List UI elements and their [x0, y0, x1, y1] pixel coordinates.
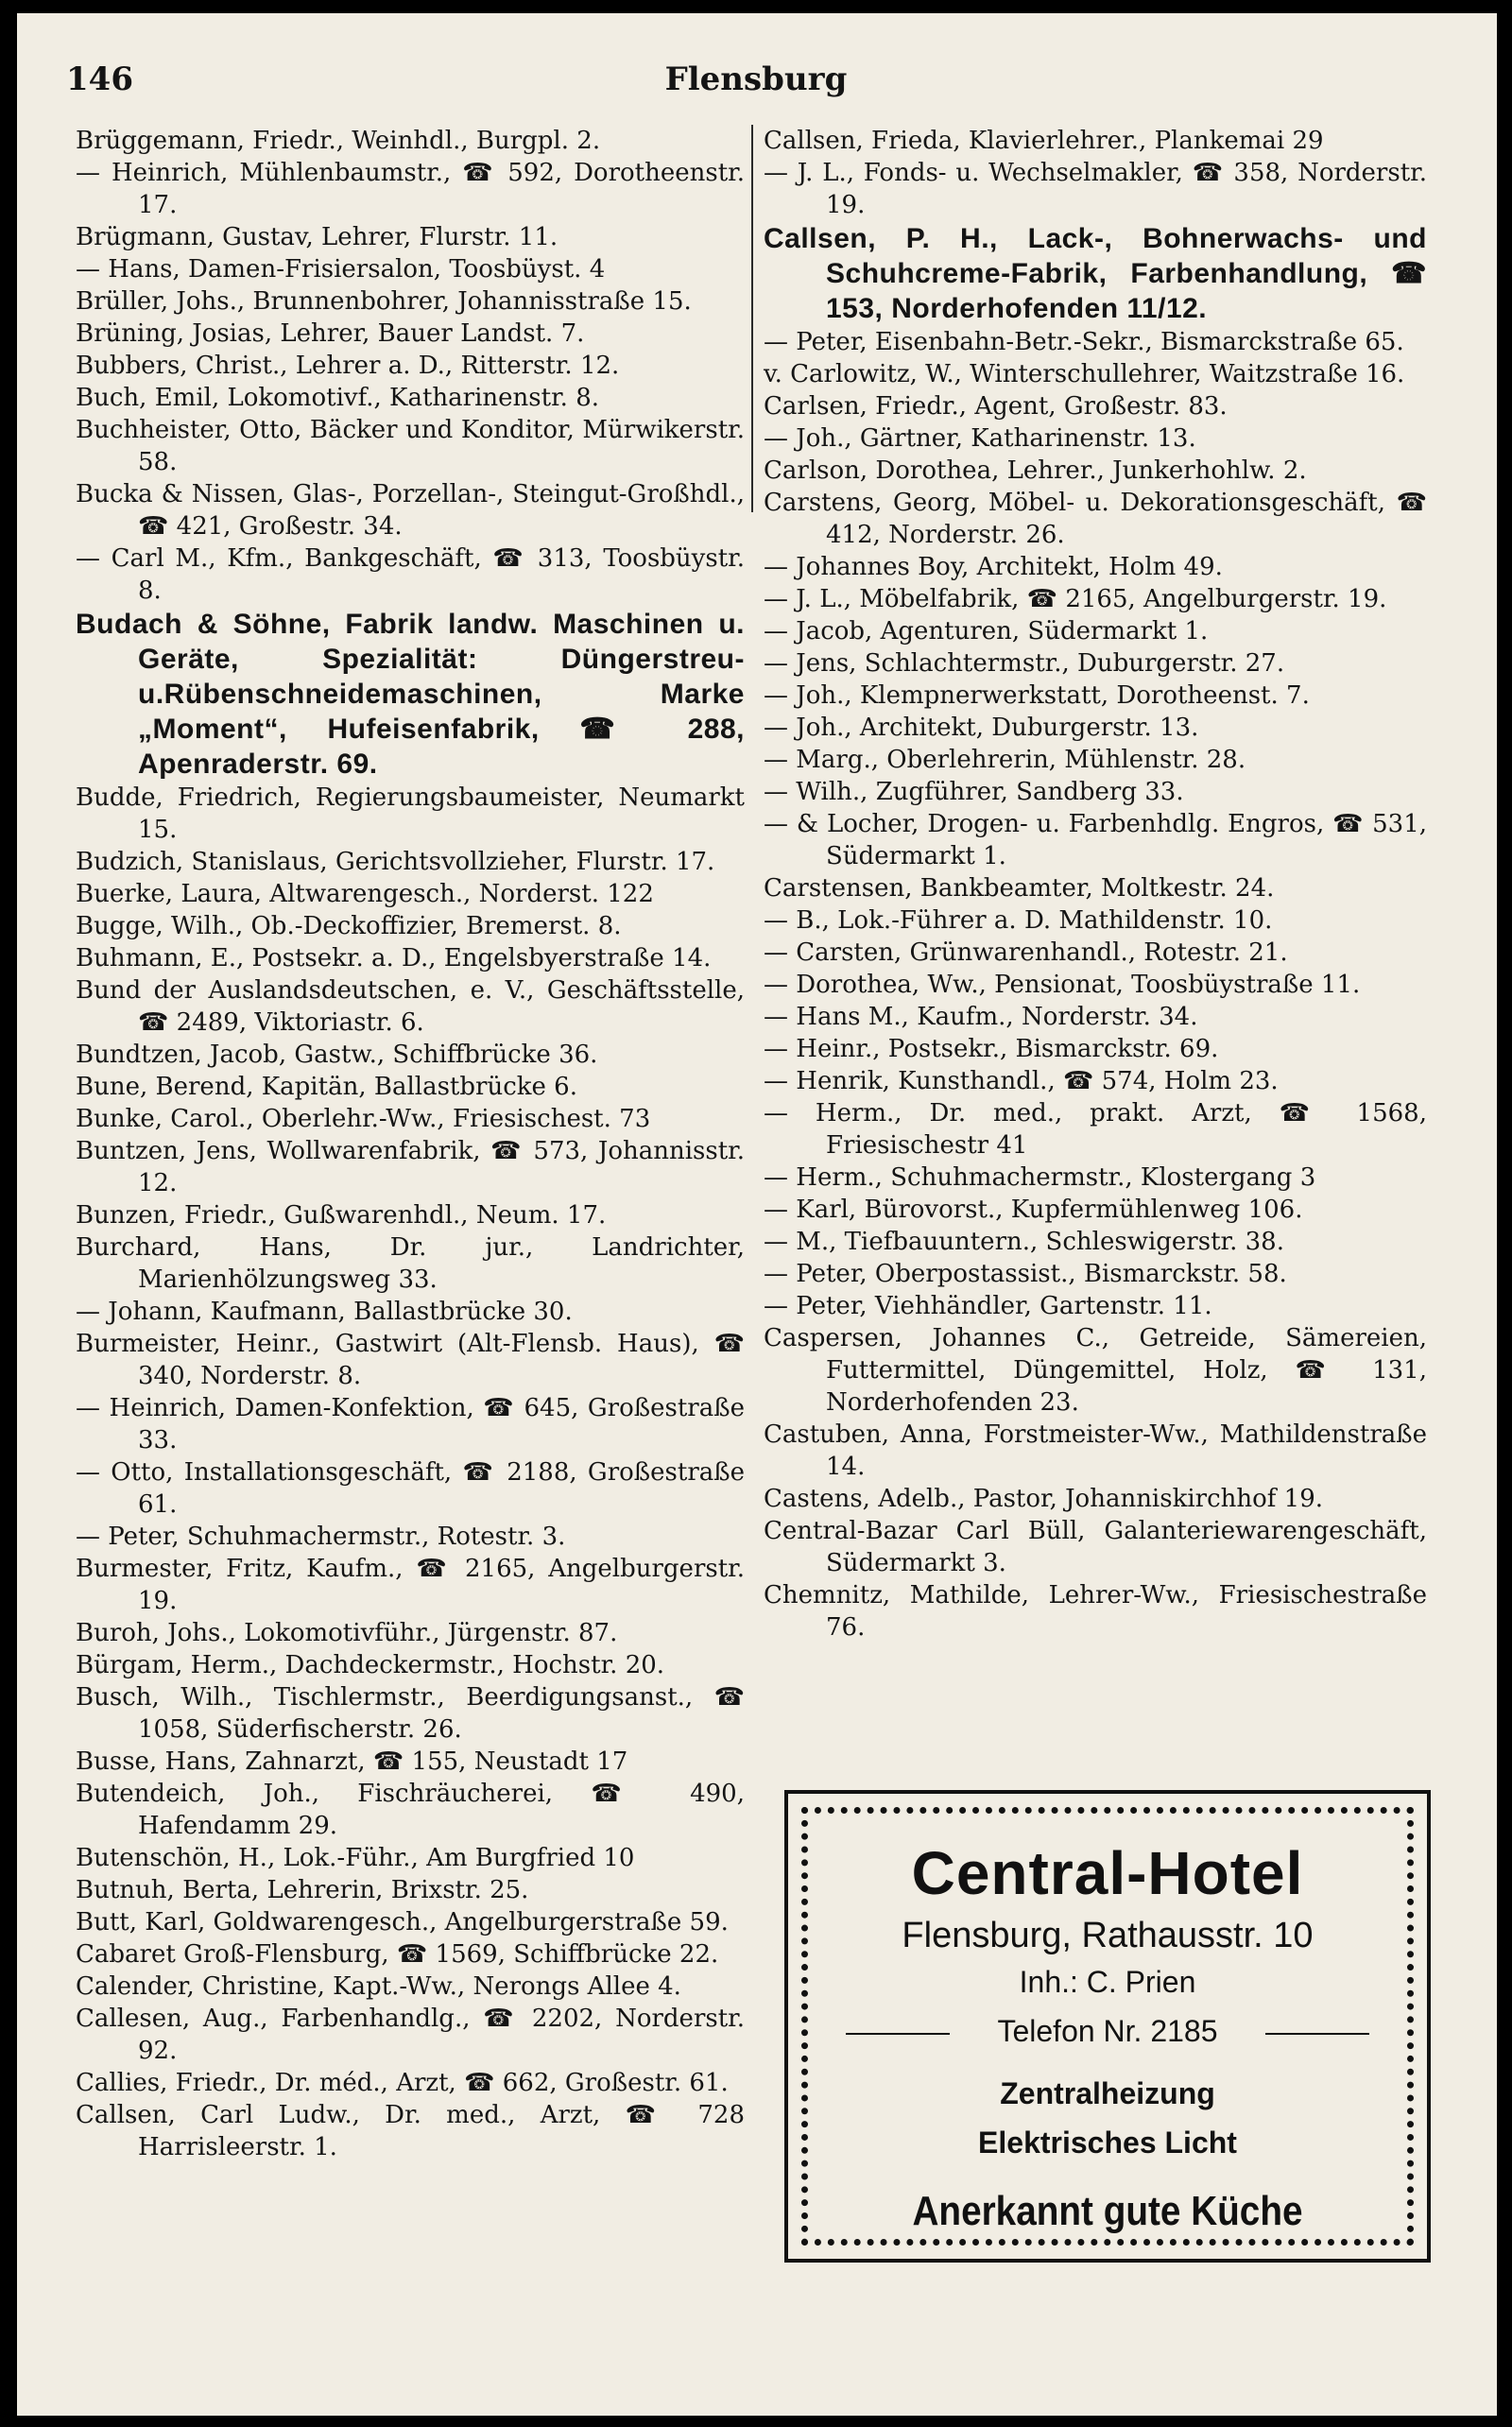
directory-entry: Butenschön, H., Lok.-Führ., Am Burgfried 10 — [76, 1844, 635, 1872]
directory-entry: Brügmann, Gustav, Lehrer, Flurstr. 11. — [76, 223, 558, 251]
page-number: 146 — [66, 60, 133, 98]
directory-entry: — Wilh., Zugführer, Sandberg 33. — [764, 778, 1184, 806]
directory-entry: — Henrik, Kunsthandl., ☎ 574, Holm 23. — [764, 1067, 1279, 1095]
directory-entry: Carstensen, Bankbeamter, Moltkestr. 24. — [764, 874, 1275, 903]
ad-address: Flensburg, Rathausstr. 10 — [902, 1916, 1314, 1955]
directory-entry: Buerke, Laura, Altwarengesch., Norderst. 122 — [76, 880, 654, 908]
dash-rule-right — [1265, 2033, 1369, 2035]
directory-entry: — Heinr., Postsekr., Bismarckstr. 69. — [764, 1035, 1219, 1063]
directory-entry: Budde, Friedrich, Regierungsbaumeister, Neumarkt 15. — [76, 783, 745, 844]
right-column — [764, 125, 1427, 1644]
directory-entry: — Peter, Oberpostassist., Bismarckstr. 58. — [764, 1260, 1287, 1288]
directory-entry: Busse, Hans, Zahnarzt, ☎ 155, Neustadt 17 — [76, 1747, 628, 1776]
directory-entry: — Dorothea, Ww., Pensionat, Toosbüystraße 11. — [764, 971, 1361, 999]
directory-entry: — Marg., Oberlehrerin, Mühlenstr. 28. — [764, 746, 1246, 774]
directory-entry: — Peter, Eisenbahn-Betr.-Sekr., Bismarckstraße 65. — [764, 328, 1404, 356]
directory-entry: Carstens, Georg, Möbel- u. Dekorationsgeschäft, ☎ 412, Norderstr. 26. — [764, 489, 1427, 549]
directory-entry: Callesen, Aug., Farbenhandlg., ☎ 2202, Norderstr. 92. — [76, 2005, 745, 2065]
directory-entry: — Joh., Gärtner, Katharinenstr. 13. — [764, 424, 1196, 453]
directory-entry: — Herm., Dr. med., prakt. Arzt, ☎ 1568, Friesischestr 41 — [764, 1099, 1427, 1160]
column-divider — [751, 125, 753, 512]
directory-entry: — J. L., Möbelfabrik, ☎ 2165, Angelburgerstr. 19. — [764, 585, 1387, 613]
directory-entry: — Johannes Boy, Architekt, Holm 49. — [764, 553, 1223, 581]
directory-entry: — Heinrich, Damen-Konfektion, ☎ 645, Großestraße 33. — [76, 1394, 745, 1454]
ad-feature-light: Elektrisches Licht — [978, 2126, 1237, 2160]
directory-entry: Callsen, P. H., Lack-, Bohnerwachs- und Schuhcreme-Fabrik, Farbenhandlung, ☎ 153, Norderhofenden 11/12. — [764, 223, 1427, 324]
advertisement-dotted-border — [801, 1807, 1414, 2246]
directory-entry: Burmeister, Heinr., Gastwirt (Alt-Flensb. Haus), ☎ 340, Norderstr. 8. — [76, 1330, 745, 1390]
directory-entry: Calender, Christine, Kapt.-Ww., Nerongs Allee 4. — [76, 1972, 681, 2001]
directory-entry: Butt, Karl, Goldwarengesch., Angelburgerstraße 59. — [76, 1908, 729, 1936]
directory-entry: Callsen, Carl Ludw., Dr. med., Arzt, ☎ 728 Harrisleerstr. 1. — [76, 2101, 745, 2161]
directory-entry: — Hans M., Kaufm., Norderstr. 34. — [764, 1003, 1198, 1031]
directory-entry: Butnuh, Berta, Lehrerin, Brixstr. 25. — [76, 1876, 529, 1904]
directory-entry: — Heinrich, Mühlenbaumstr., ☎ 592, Dorotheenstr. 17. — [76, 159, 745, 219]
left-column — [76, 125, 745, 2163]
directory-entry: — Peter, Schuhmachermstr., Rotestr. 3. — [76, 1523, 566, 1551]
directory-entry: Carlsen, Friedr., Agent, Großestr. 83. — [764, 392, 1228, 421]
directory-entry: Busch, Wilh., Tischlermstr., Beerdigungsanst., ☎ 1058, Süderfischerstr. 26. — [76, 1683, 745, 1744]
directory-entry: — Carsten, Grünwarenhandl., Rotestr. 21. — [764, 938, 1288, 967]
directory-entry: Budach & Söhne, Fabrik landw. Maschinen u. Geräte, Spezialität: Düngerstreu-u.Rübenschneidemaschinen, Marke „Moment“, Hufeisenfabrik, ☎ 288, Apenraderstr. 69. — [76, 609, 745, 780]
directory-entry: Burmester, Fritz, Kaufm., ☎ 2165, Angelburgerstr. 19. — [76, 1555, 745, 1615]
ad-feature-heating: Zentralheizung — [1000, 2076, 1215, 2110]
directory-entry: Castens, Adelb., Pastor, Johanniskirchhof 19. — [764, 1485, 1324, 1513]
directory-entry: — Hans, Damen-Frisiersalon, Toosbüyst. 4 — [76, 255, 606, 284]
page-header — [66, 60, 1446, 108]
ad-phone-row — [808, 2014, 1407, 2052]
running-title: Flensburg — [664, 60, 848, 98]
directory-entry: Brüggemann, Friedr., Weinhdl., Burgpl. 2. — [76, 127, 601, 155]
directory-entry: Carlson, Dorothea, Lehrer., Junkerhohlw. 2. — [764, 456, 1307, 485]
directory-entry: Butendeich, Joh., Fischräucherei, ☎ 490, Hafendamm 29. — [76, 1780, 745, 1840]
ad-slogan: Anerkannt gute Küche — [912, 2188, 1303, 2234]
directory-entry: — & Locher, Drogen- u. Farbenhdlg. Engros, ☎ 531, Südermarkt 1. — [764, 810, 1427, 870]
directory-entry: Brüller, Johs., Brunnenbohrer, Johannisstraße 15. — [76, 287, 692, 316]
directory-entry: Bund der Auslandsdeutschen, e. V., Geschäftsstelle, ☎ 2489, Viktoriastr. 6. — [76, 976, 745, 1037]
directory-entry: — Herm., Schuhmachermstr., Klostergang 3 — [764, 1163, 1316, 1192]
directory-entry: — Johann, Kaufmann, Ballastbrücke 30. — [76, 1298, 573, 1326]
ad-title: Central-Hotel — [911, 1839, 1304, 1907]
directory-entry: Buroh, Johs., Lokomotivführ., Jürgenstr. 87. — [76, 1619, 618, 1647]
directory-entry: Buch, Emil, Lokomotivf., Katharinenstr. 8. — [76, 384, 599, 412]
directory-entry: Bubbers, Christ., Lehrer a. D., Ritterstr. 12. — [76, 352, 620, 380]
directory-entry: Bune, Berend, Kapitän, Ballastbrücke 6. — [76, 1073, 577, 1101]
directory-page — [17, 13, 1497, 2416]
directory-entry: — Peter, Viehhändler, Gartenstr. 11. — [764, 1292, 1212, 1320]
directory-entry: — Joh., Architekt, Duburgerstr. 13. — [764, 714, 1199, 742]
directory-entry: Bucka & Nissen, Glas-, Porzellan-, Steingut-Großhdl., ☎ 421, Großestr. 34. — [76, 480, 745, 541]
ad-phone: Telefon Nr. 2185 — [997, 2014, 1218, 2048]
directory-entry: Bunzen, Friedr., Gußwarenhdl., Neum. 17. — [76, 1201, 607, 1230]
directory-entry: — M., Tiefbauuntern., Schleswigerstr. 38. — [764, 1228, 1284, 1256]
directory-entry: Buchheister, Otto, Bäcker und Konditor, Mürwikerstr. 58. — [76, 416, 745, 476]
directory-entry: Chemnitz, Mathilde, Lehrer-Ww., Friesischestraße 76. — [764, 1581, 1427, 1642]
directory-entry: Bundtzen, Jacob, Gastw., Schiffbrücke 36. — [76, 1041, 598, 1069]
directory-entry: — Karl, Bürovorst., Kupfermühlenweg 106. — [764, 1196, 1303, 1224]
directory-entry: Budzich, Stanislaus, Gerichtsvollzieher, Flurstr. 17. — [76, 848, 715, 876]
hotel-advertisement — [784, 1790, 1431, 2263]
directory-entry: Burchard, Hans, Dr. jur., Landrichter, Marienhölzungsweg 33. — [76, 1233, 745, 1294]
ad-owner: Inh.: C. Prien — [1019, 1965, 1196, 1999]
directory-entry: Callies, Friedr., Dr. méd., Arzt, ☎ 662, Großestr. 61. — [76, 2069, 729, 2097]
directory-entry: Castuben, Anna, Forstmeister-Ww., Mathildenstraße 14. — [764, 1420, 1427, 1481]
directory-entry: — Jacob, Agenturen, Südermarkt 1. — [764, 617, 1209, 645]
directory-entry: Bugge, Wilh., Ob.-Deckoffizier, Bremerst. 8. — [76, 912, 622, 940]
directory-entry: Cabaret Groß-Flensburg, ☎ 1569, Schiffbrücke 22. — [76, 1940, 719, 1969]
directory-entry: — Jens, Schlachtermstr., Duburgerstr. 27. — [764, 649, 1285, 678]
directory-entry: Buntzen, Jens, Wollwarenfabrik, ☎ 573, Johannisstr. 12. — [76, 1137, 745, 1197]
directory-entry: — Joh., Klempnerwerkstatt, Dorotheenst. 7. — [764, 681, 1310, 710]
directory-entry: Caspersen, Johannes C., Getreide, Sämereien, Futtermittel, Düngemittel, Holz, ☎ 131, Norderhofenden 23. — [764, 1324, 1427, 1417]
directory-entry: Buhmann, E., Postsekr. a. D., Engelsbyerstraße 14. — [76, 944, 712, 973]
directory-entry: v. Carlowitz, W., Winterschullehrer, Waitzstraße 16. — [764, 360, 1405, 388]
directory-entry: — Carl M., Kfm., Bankgeschäft, ☎ 313, Toosbüystr. 8. — [76, 544, 745, 605]
directory-entry: — J. L., Fonds- u. Wechselmakler, ☎ 358, Norderstr. 19. — [764, 159, 1427, 219]
directory-entry: Bürgam, Herm., Dachdeckermstr., Hochstr. 20. — [76, 1651, 665, 1679]
directory-entry: Bunke, Carol., Oberlehr.-Ww., Friesischest. 73 — [76, 1105, 651, 1133]
directory-entry: Brüning, Josias, Lehrer, Bauer Landst. 7. — [76, 319, 585, 348]
directory-entry: Central-Bazar Carl Büll, Galanteriewarengeschäft, Südermarkt 3. — [764, 1517, 1427, 1577]
directory-entry: Callsen, Frieda, Klavierlehrer., Plankemai 29 — [764, 127, 1324, 155]
directory-entry: — Otto, Installationsgeschäft, ☎ 2188, Großestraße 61. — [76, 1458, 745, 1519]
directory-entry: — B., Lok.-Führer a. D. Mathildenstr. 10. — [764, 906, 1273, 935]
